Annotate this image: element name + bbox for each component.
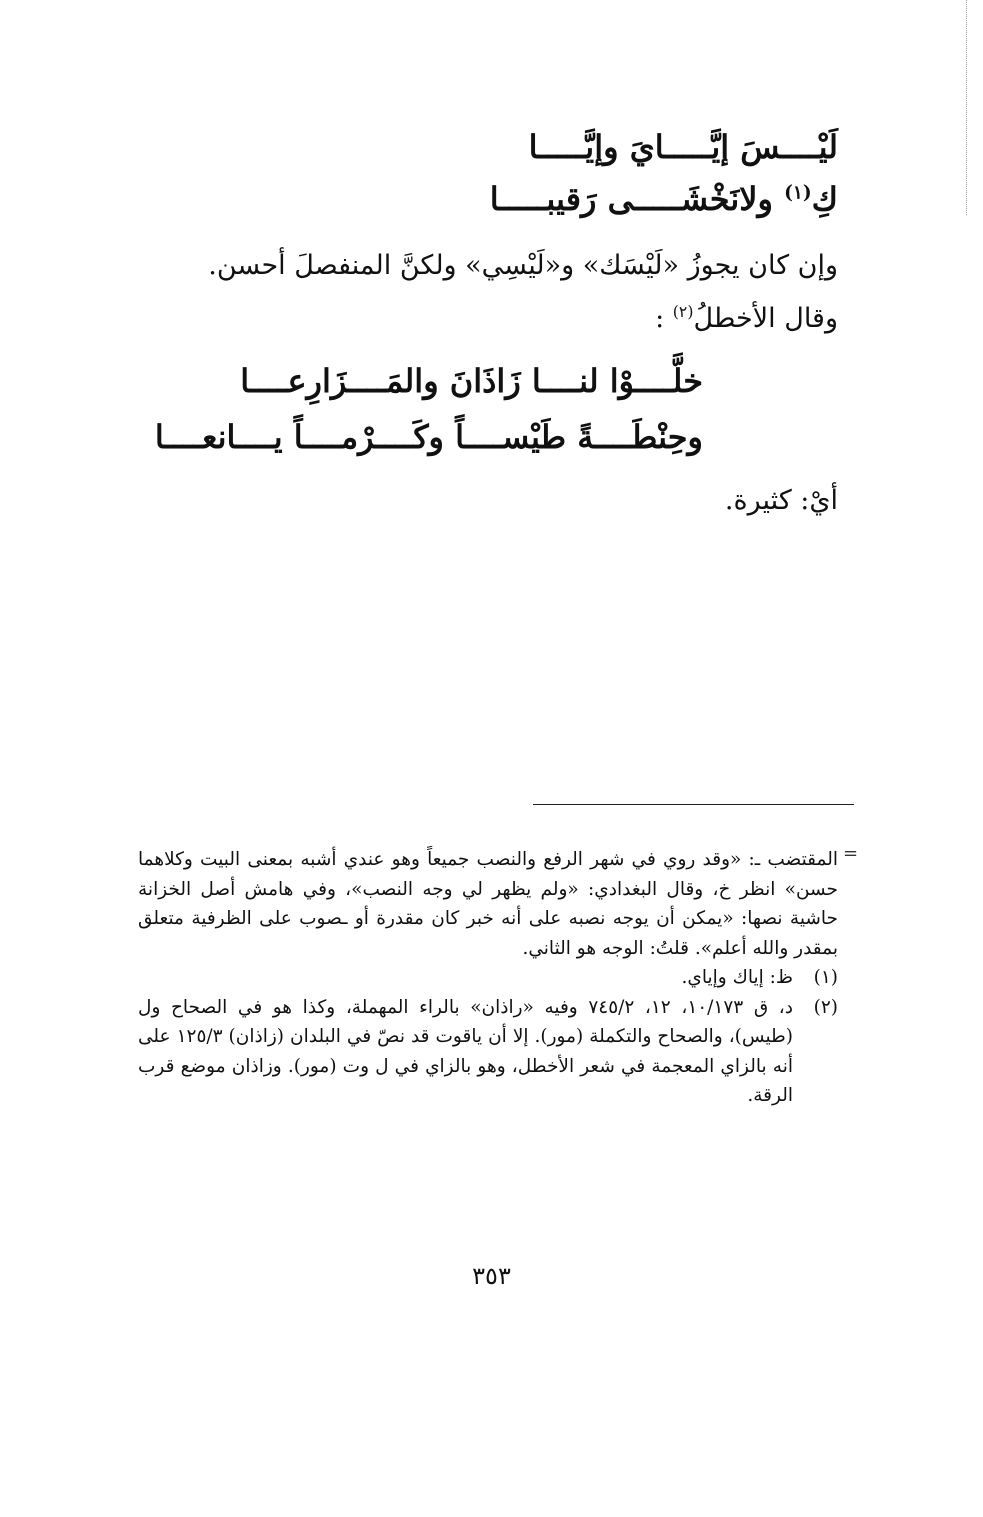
footnote-continuation: المقتضب ـ: «وقد روي في شهر الرفع والنصب جميعاً وهو عندي أشبه بمعنى البيت وكلاهما حسن» انظر خ، وقال البغدادي: «ولم يظهر لي وجه النصب»، وفي هامش أصل الخزانة حاشية نصها: «يمكن أن يوجه نصبه على أنه خبر كان مقدرة أو ـصوب على الظرفية متعلق بمقدر والله أعلم». قلتُ: الوجه هو الثاني. bbox=[138, 849, 838, 959]
footnote-ref-1: (١) bbox=[784, 182, 812, 204]
verse-2-line-2: وحِنْطَــــةً طَيْســــاً وكَــــرْمــــاً يــــانعــــا bbox=[154, 418, 703, 456]
scan-edge-dotted-line bbox=[966, 0, 967, 215]
verse-1-line-2 bbox=[490, 180, 838, 218]
footnote-number: (٢) bbox=[813, 996, 838, 1018]
continuation-marker: = bbox=[843, 843, 859, 864]
footnote-ref-2: (٢) bbox=[672, 302, 694, 321]
body-paragraph-3: أيْ: كثيرة. bbox=[724, 485, 838, 516]
verse-text: كِ bbox=[811, 180, 838, 218]
footnote-number: (١) bbox=[813, 967, 838, 988]
body-paragraph-2 bbox=[655, 302, 838, 334]
verse-2-line-1: خلَّــــوْا لنــــا زَاذَانَ والمَــــزَارِعــــا bbox=[240, 362, 703, 400]
footnote-text: ظ: إياك وإياي. bbox=[681, 967, 793, 988]
body-text: : bbox=[655, 303, 673, 334]
footnote-text: د، ق ١٠/١٧٣، ١٢، ٧٤٥/٢ وفيه «راذان» بالراء المهملة، وكذا هو في الصحاح ول (طيس)، والصحاح والتكملة (مور). إلا أن ياقوت قد نصّ في البلدان (زاذان) ١٢٥/٣ على أنه بالزاي المعجمة في شعر الأخطل، وهو بالزاي في ل وت (مور). وزاذان موضع قرب الرقة. bbox=[138, 996, 793, 1106]
footnote-item bbox=[138, 963, 838, 993]
body-text: وقال الأخطلُ bbox=[693, 303, 838, 334]
body-paragraph-1: وإن كان يجوزُ «لَيْسَك» و«لَيْسِي» ولكنَّ المنفصلَ أحسن. bbox=[208, 250, 838, 281]
footnotes bbox=[138, 845, 838, 1111]
footnote-item bbox=[138, 993, 838, 1111]
verse-text: ولانَخْشَـــــى رَقيبـــــا bbox=[489, 180, 785, 218]
page-number: ٣٥٣ bbox=[472, 1262, 511, 1290]
footnote-separator bbox=[533, 804, 854, 805]
verse-1-line-1: لَيْــــسَ إيَّـــــايَ وإيَّـــــا bbox=[528, 128, 838, 166]
